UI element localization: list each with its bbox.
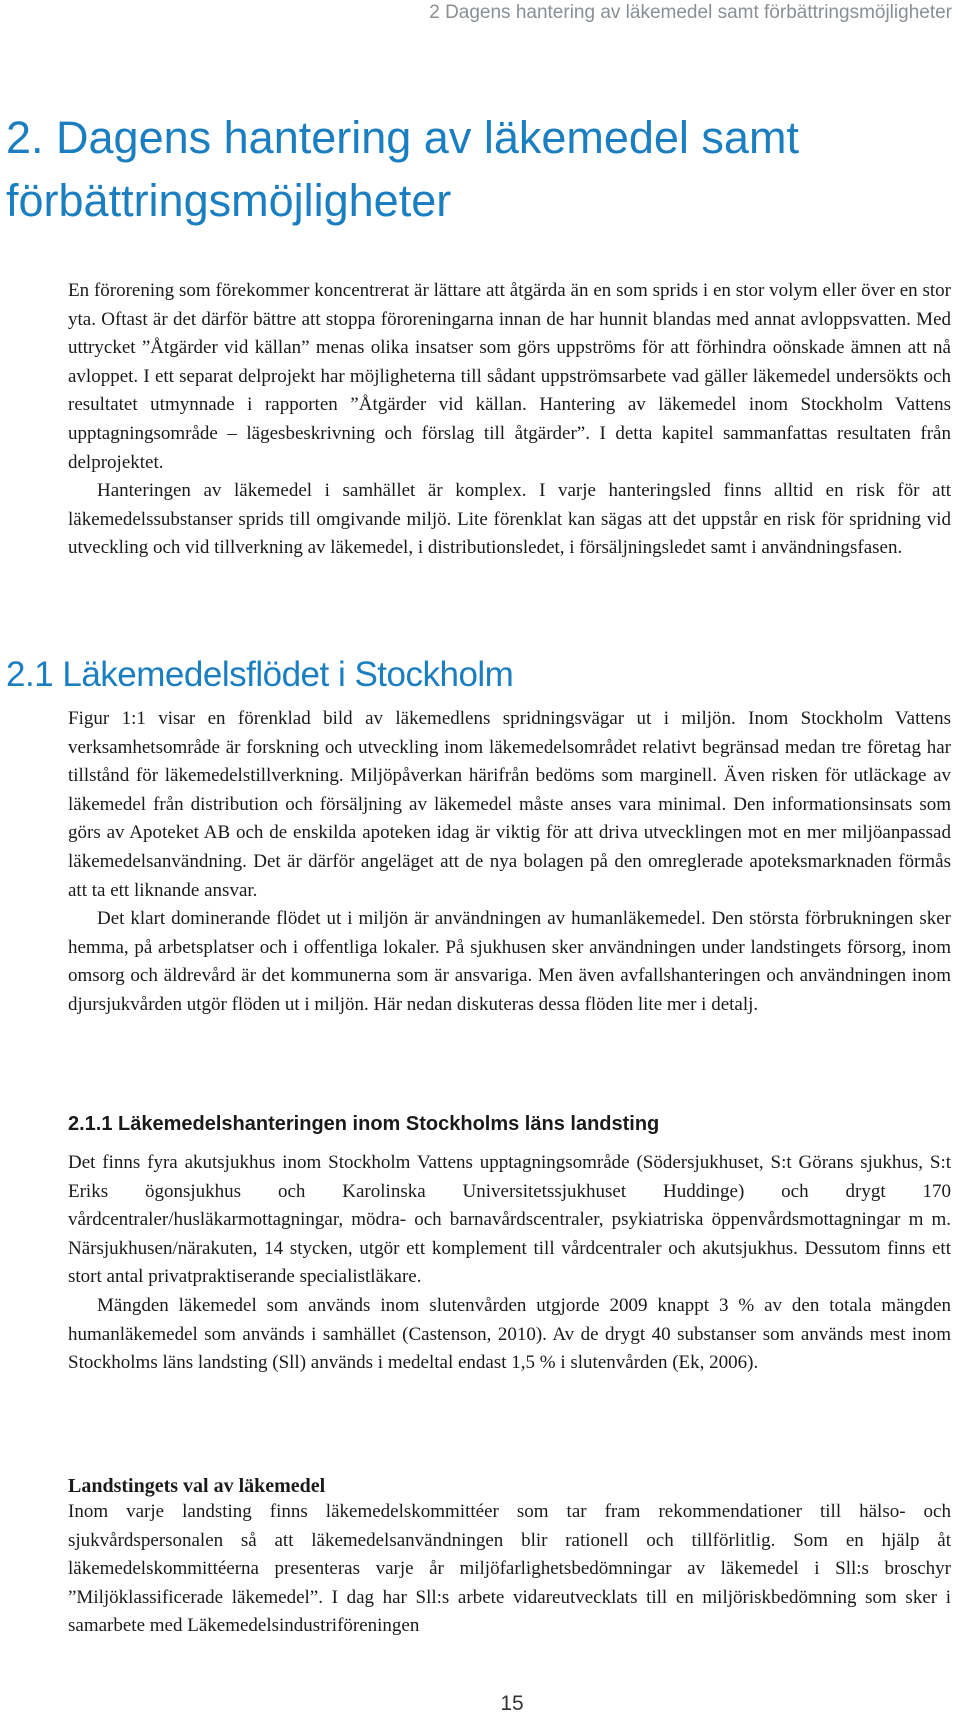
section-title-2-1: 2.1 Läkemedelsflödet i Stockholm [6,655,514,694]
running-head: 2 Dagens hantering av läkemedel samt förbättringsmöjligheter [429,2,952,23]
section-2-1-paragraph-2: Det klart dominerande flödet ut i miljön är användningen av humanläkemedel. Den största förbrukningen sker hemma, på arbetsplatser och i offentliga lokaler. På sjukhusen sker användningen under landstingets försorg, inom omsorg och äldrevård är det kommunerna som är ansvariga. Men även avfallshanteringen och användningen inom djursjukvården utgör flöden ut i miljön. Här nedan diskuteras dessa flöden lite mer i detalj. [68,908,951,1015]
section-2-1-1-body [68,1149,951,1378]
section-2-1-1-paragraph-2: Mängden läkemedel som används inom slutenvården utgjorde 2009 knappt 3 % av den totala mängden humanläkemedel som används i samhället (Castenson, 2010). Av de drygt 40 substanser som används mest inom Stockholms läns landsting (Sll) används i medeltal endast 1,5 % i slutenvården (Ek, 2006). [68,1294,951,1374]
page-number: 15 [500,1692,524,1715]
section-2-1-1-paragraph-1: Det finns fyra akutsjukhus inom Stockholm Vattens upptagningsområde (Södersjukhuset, S:t Görans sjukhus, S:t Eriks ögonsjukhus och Karolinska Universitetssjukhuset Huddinge) och drygt 170 vårdcentraler/husläkarmottagningar, mödra- och barnavårdscentraler, psykiatriska öppenvårdsmottagningar m m. Närsjukhusen/närakuten, 14 stycken, utgör ett komplement till vårdcentraler och akutsjukhus. Dessutom finns ett stort antal privatpraktiserande specialistläkare. [68,1152,951,1288]
intro-section [68,277,951,563]
landsting-paragraph-1: Inom varje landsting finns läkemedelskommittéer som tar fram rekommendationer till hälso- och sjukvårdspersonalen så att läkemedelsanvändningen blir rationell och tillförlitlig. Som en hjälp åt läkemedelskommittéerna presenteras varje år miljöfarlighetsbedömningar av läkemedel i Sll:s broschyr ”Miljöklassificerade läkemedel”. I dag har Sll:s arbete vidareutvecklats till en miljöriskbedömning som sker i samarbete med Läkemedelsindustriföreningen [68,1501,951,1637]
landsting-body [68,1498,951,1641]
intro-paragraph-1: En förorening som förekommer koncentrerat är lättare att åtgärda än en som sprids i en stor volym eller över en stor yta. Oftast är det därför bättre att stoppa föroreningarna innan de har hunnit blandas med annat avloppsvatten. Med uttrycket ”Åtgärder vid källan” menas olika insatser som görs uppströms för att förhindra oönskade ämnen att nå avloppet. I ett separat delprojekt har möjligheterna till sådant uppströmsarbete vad gäller läkemedel undersökts och resultatet utmynnade i rapporten ”Åtgärder vid källan. Hantering av läkemedel inom Stockholm Vattens upptagningsområde – lägesbeskrivning och förslag till åtgärder”. I detta kapitel sammanfattas resultaten från delprojektet. [68,280,951,473]
section-title-2-1-1: 2.1.1 Läkemedelshanteringen inom Stockholms läns landsting [68,1113,660,1135]
section-2-1-body [68,705,951,1020]
chapter-title: 2. Dagens hantering av läkemedel samt förbättringsmöjligheter [6,112,799,226]
section-2-1-paragraph-1: Figur 1:1 visar en förenklad bild av läkemedlens spridningsvägar ut i miljön. Inom Stockholm Vattens verksamhetsområde är forskning och utveckling inom läkemedelsområdet relativt begränsad medan tre företag har tillstånd för läkemedelstillverkning. Miljöpåverkan härifrån bedöms som marginell. Även risken för utläckage av läkemedel från distribution och försäljning av läkemedel måste anses vara minimal. Den informationsinsats som görs av Apoteket AB och de enskilda apoteken idag är viktig för att driva utvecklingen mot en mer miljöanpassad läkemedelsanvändning. Det är därför angeläget att de nya bolagen på den omreglerade apoteksmarknaden förmås att ta ett liknande ansvar. [68,708,951,901]
intro-paragraph-2: Hanteringen av läkemedel i samhället är komplex. I varje hanteringsled finns alltid en risk för att läkemedelssubstanser sprids till omgivande miljö. Lite förenklat kan sägas att det uppstår en risk för spridning vid utveckling och vid tillverkning av läkemedel, i distributionsledet, i försäljningsledet samt i användningsfasen. [68,480,951,559]
landsting-heading: Landstingets val av läkemedel [68,1475,326,1497]
